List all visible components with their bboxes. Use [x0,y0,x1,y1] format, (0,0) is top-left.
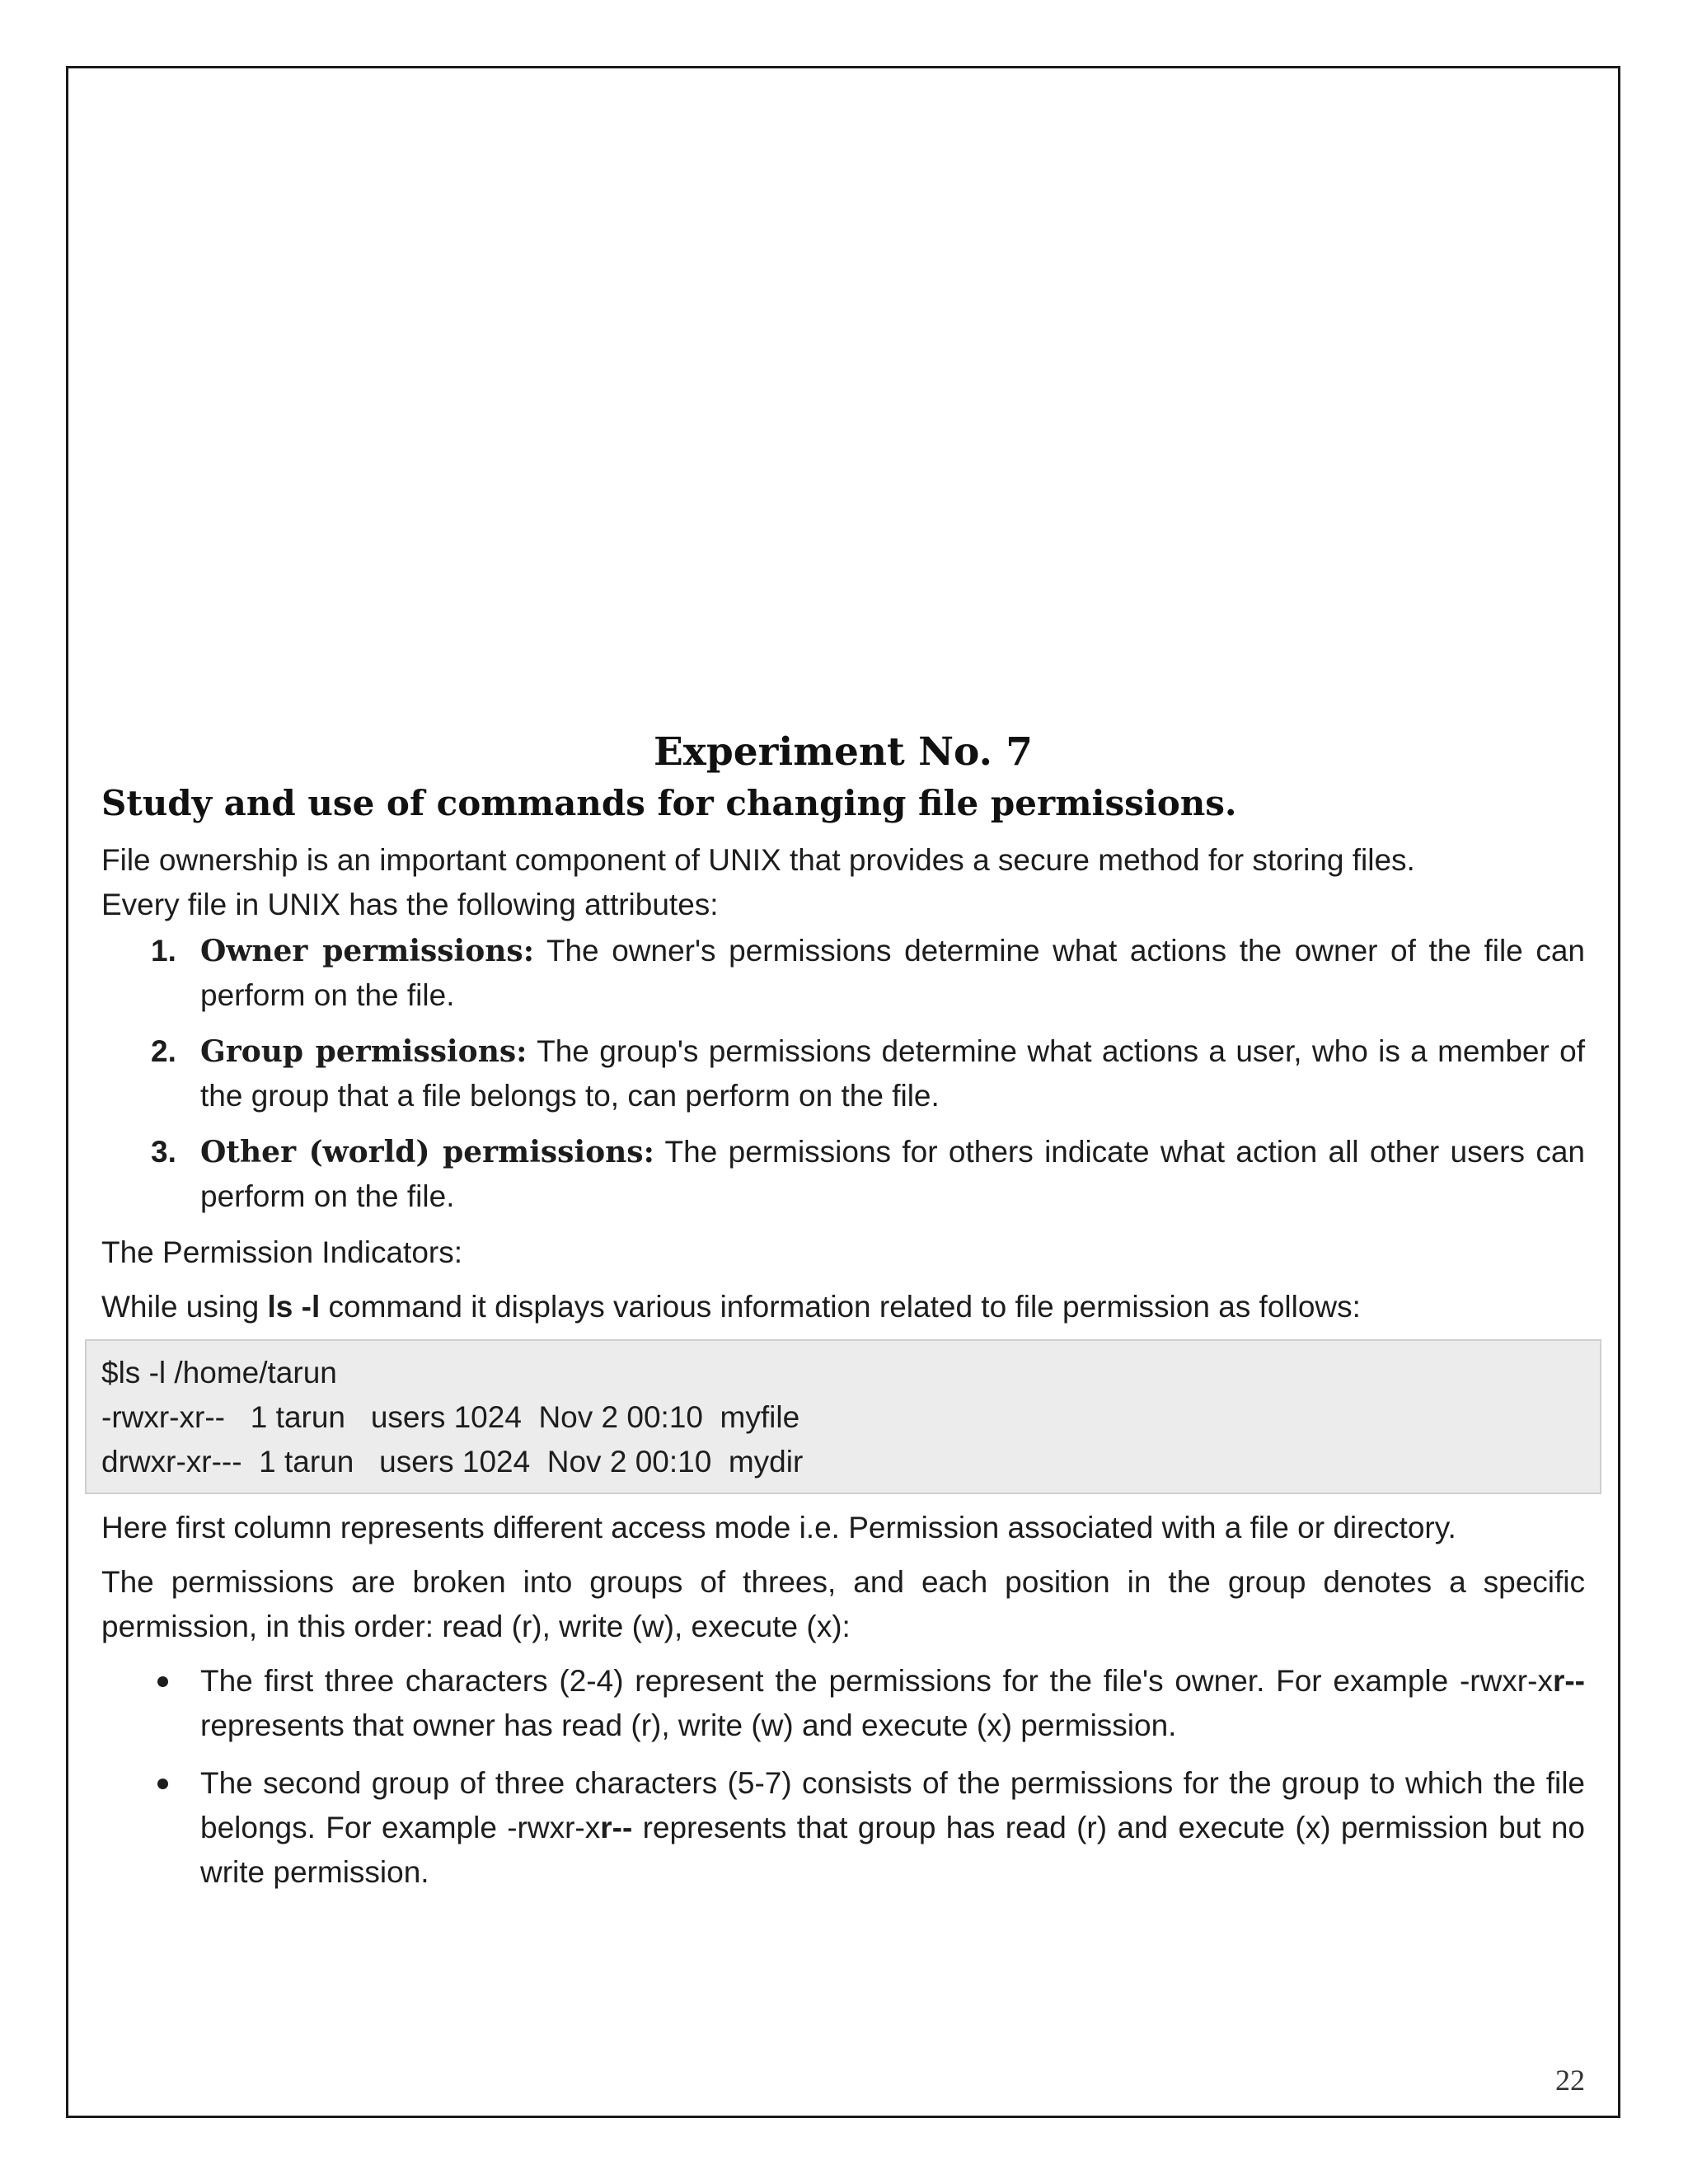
list-item [101,929,1585,1018]
list-item [101,1659,1585,1748]
bullet-icon [157,1676,168,1687]
list-number: 3. [151,1135,176,1169]
text-segment: represents that owner has read (r), write (w) and execute (x) permission. [200,1708,1177,1742]
page-number: 22 [1555,2064,1585,2097]
text-segment: The first three characters (2-4) represent the permissions for the file's owner. For example -rwxr-x [200,1664,1553,1698]
list-item [101,1029,1585,1118]
code-line: -rwxr-xr-- 1 tarun users 1024 Nov 2 00:10 myfile [101,1400,800,1434]
intro-paragraph-1: File ownership is an important component of UNIX that provides a secure method for storing files. [101,843,1415,877]
list-number: 1. [151,934,176,968]
text-segment: The second group of three characters (5-7) consists of the permissions for the group to which the file belongs. For example -rwxr-x [200,1766,1585,1844]
term-description: The owner's permissions determine what actions the owner of the file can perform on the file. [200,934,1585,1012]
text-segment: command it displays various information related to file permission as follows: [320,1290,1361,1324]
first-column-paragraph: Here first column represents different access mode i.e. Permission associated with a file or directory. [101,1511,1456,1544]
term-owner: Owner permissions: [200,934,534,968]
intro-paragraph-2: Every file in UNIX has the following attributes: [101,888,719,921]
bold-segment: r-- [600,1811,633,1844]
list-item [101,1130,1585,1219]
indicators-heading: The Permission Indicators: [101,1235,463,1269]
page-content [101,68,1585,2116]
term-description: The permissions for others indicate what action all other users can perform on the file. [200,1135,1585,1213]
code-line: $ls -l /home/tarun [101,1356,337,1390]
bullet-icon [157,1779,168,1789]
code-block [85,1339,1601,1494]
list-number: 2. [151,1034,176,1068]
permission-types-list [101,929,1585,1219]
while-using-paragraph [101,1285,1585,1329]
experiment-title: Experiment No. 7 [653,729,1034,775]
bold-segment: r-- [1552,1664,1585,1698]
text-segment: represents that group has read (r) and execute (x) permission but no write permission. [200,1811,1585,1889]
text-segment: While using [101,1290,268,1324]
page-frame [66,66,1620,2118]
list-item [101,1761,1585,1895]
study-title: Study and use of commands for changing file permissions. [101,783,1237,823]
body-block [101,838,1585,1908]
code-line: drwxr-xr--- 1 tarun users 1024 Nov 2 00:10 mydir [101,1445,804,1479]
bullet-list [101,1659,1585,1895]
term-description: The group's permissions determine what actions a user, who is a member of the group that a file belongs to, can perform on the file. [200,1034,1585,1113]
groups-paragraph: The permissions are broken into groups of threes, and each position in the group denotes a specific permission, in this order: read (r), write (w), execute (x): [101,1565,1585,1643]
command-ls: ls -l [267,1290,321,1324]
term-group: Group permissions: [200,1034,528,1069]
term-other: Other (world) permissions: [200,1135,654,1169]
